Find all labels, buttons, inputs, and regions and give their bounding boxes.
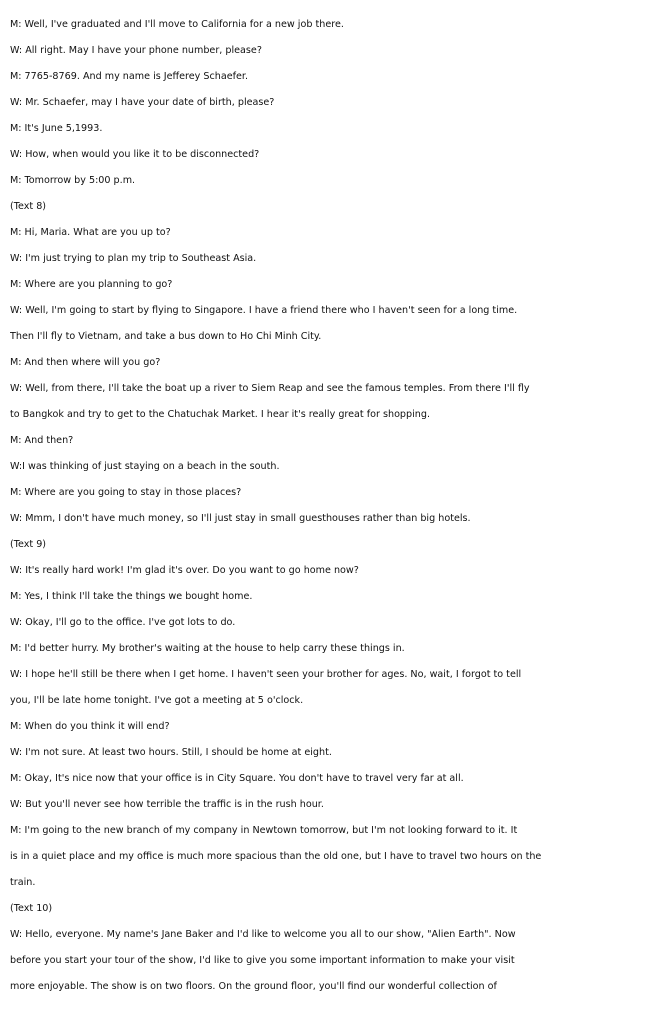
transcript-line: M: Tomorrow by 5:00 p.m. bbox=[10, 175, 136, 186]
transcript-line: M: Yes, I think I'll take the things we bought home. bbox=[10, 591, 253, 602]
transcript-line: before you start your tour of the show, I'd like to give you some important information to make your visit bbox=[10, 955, 515, 966]
transcript-page bbox=[10, 16, 635, 1004]
section-heading: (Text 9) bbox=[10, 539, 47, 550]
transcript-line: W: I hope he'll still be there when I get home. I haven't seen your brother for ages. No, wait, I forgot to tell bbox=[10, 669, 522, 680]
transcript-line: M: Where are you going to stay in those places? bbox=[10, 487, 242, 498]
transcript-line: M: Hi, Maria. What are you up to? bbox=[10, 227, 171, 238]
transcript-line: M: 7765-8769. And my name is Jefferey Schaefer. bbox=[10, 71, 249, 82]
transcript-line: W: I'm not sure. At least two hours. Still, I should be home at eight. bbox=[10, 747, 332, 758]
transcript-line: M: And then where will you go? bbox=[10, 357, 161, 368]
transcript-line: M: I'm going to the new branch of my company in Newtown tomorrow, but I'm not looking forward to it. It bbox=[10, 825, 518, 836]
transcript-line: M: When do you think it will end? bbox=[10, 721, 170, 732]
transcript-line: is in a quiet place and my office is much more spacious than the old one, but I have to travel two hours on the bbox=[10, 851, 542, 862]
transcript-line: M: I'd better hurry. My brother's waiting at the house to help carry these things in. bbox=[10, 643, 405, 654]
transcript-line: M: And then? bbox=[10, 435, 74, 446]
transcript-line: M: Okay, It's nice now that your office is in City Square. You don't have to travel very far at all. bbox=[10, 773, 464, 784]
transcript-line: W: It's really hard work! I'm glad it's over. Do you want to go home now? bbox=[10, 565, 359, 576]
transcript-line: W: Well, I'm going to start by flying to Singapore. I have a friend there who I haven't seen for a long time. bbox=[10, 305, 518, 316]
section-heading: (Text 8) bbox=[10, 201, 47, 212]
transcript-line: M: Well, I've graduated and I'll move to California for a new job there. bbox=[10, 19, 344, 30]
transcript-line: train. bbox=[10, 877, 36, 888]
transcript-line: W: How, when would you like it to be disconnected? bbox=[10, 149, 260, 160]
transcript-line: W: All right. May I have your phone number, please? bbox=[10, 45, 262, 56]
transcript-line: to Bangkok and try to get to the Chatuchak Market. I hear it's really great for shopping. bbox=[10, 409, 430, 420]
transcript-line: W: But you'll never see how terrible the traffic is in the rush hour. bbox=[10, 799, 324, 810]
transcript-line: W: I'm just trying to plan my trip to Southeast Asia. bbox=[10, 253, 257, 264]
transcript-line: you, I'll be late home tonight. I've got a meeting at 5 o'clock. bbox=[10, 695, 304, 706]
transcript-line: more enjoyable. The show is on two floors. On the ground floor, you'll find our wonderful collection of bbox=[10, 981, 497, 992]
transcript-line: W: Mr. Schaefer, may I have your date of birth, please? bbox=[10, 97, 275, 108]
transcript-line: M: Where are you planning to go? bbox=[10, 279, 173, 290]
transcript-line: W: Okay, I'll go to the office. I've got lots to do. bbox=[10, 617, 236, 628]
transcript-line: W:I was thinking of just staying on a beach in the south. bbox=[10, 461, 280, 472]
transcript-line: M: It's June 5,1993. bbox=[10, 123, 103, 134]
transcript-line: W: Well, from there, I'll take the boat up a river to Siem Reap and see the famous temples. From there I'll fly bbox=[10, 383, 530, 394]
section-heading: (Text 10) bbox=[10, 903, 53, 914]
transcript-line: W: Hello, everyone. My name's Jane Baker and I'd like to welcome you all to our show, "Alien Earth". Now bbox=[10, 929, 516, 940]
transcript-line: Then I'll fly to Vietnam, and take a bus down to Ho Chi Minh City. bbox=[10, 331, 322, 342]
transcript-line: W: Mmm, I don't have much money, so I'll just stay in small guesthouses rather than big hotels. bbox=[10, 513, 471, 524]
